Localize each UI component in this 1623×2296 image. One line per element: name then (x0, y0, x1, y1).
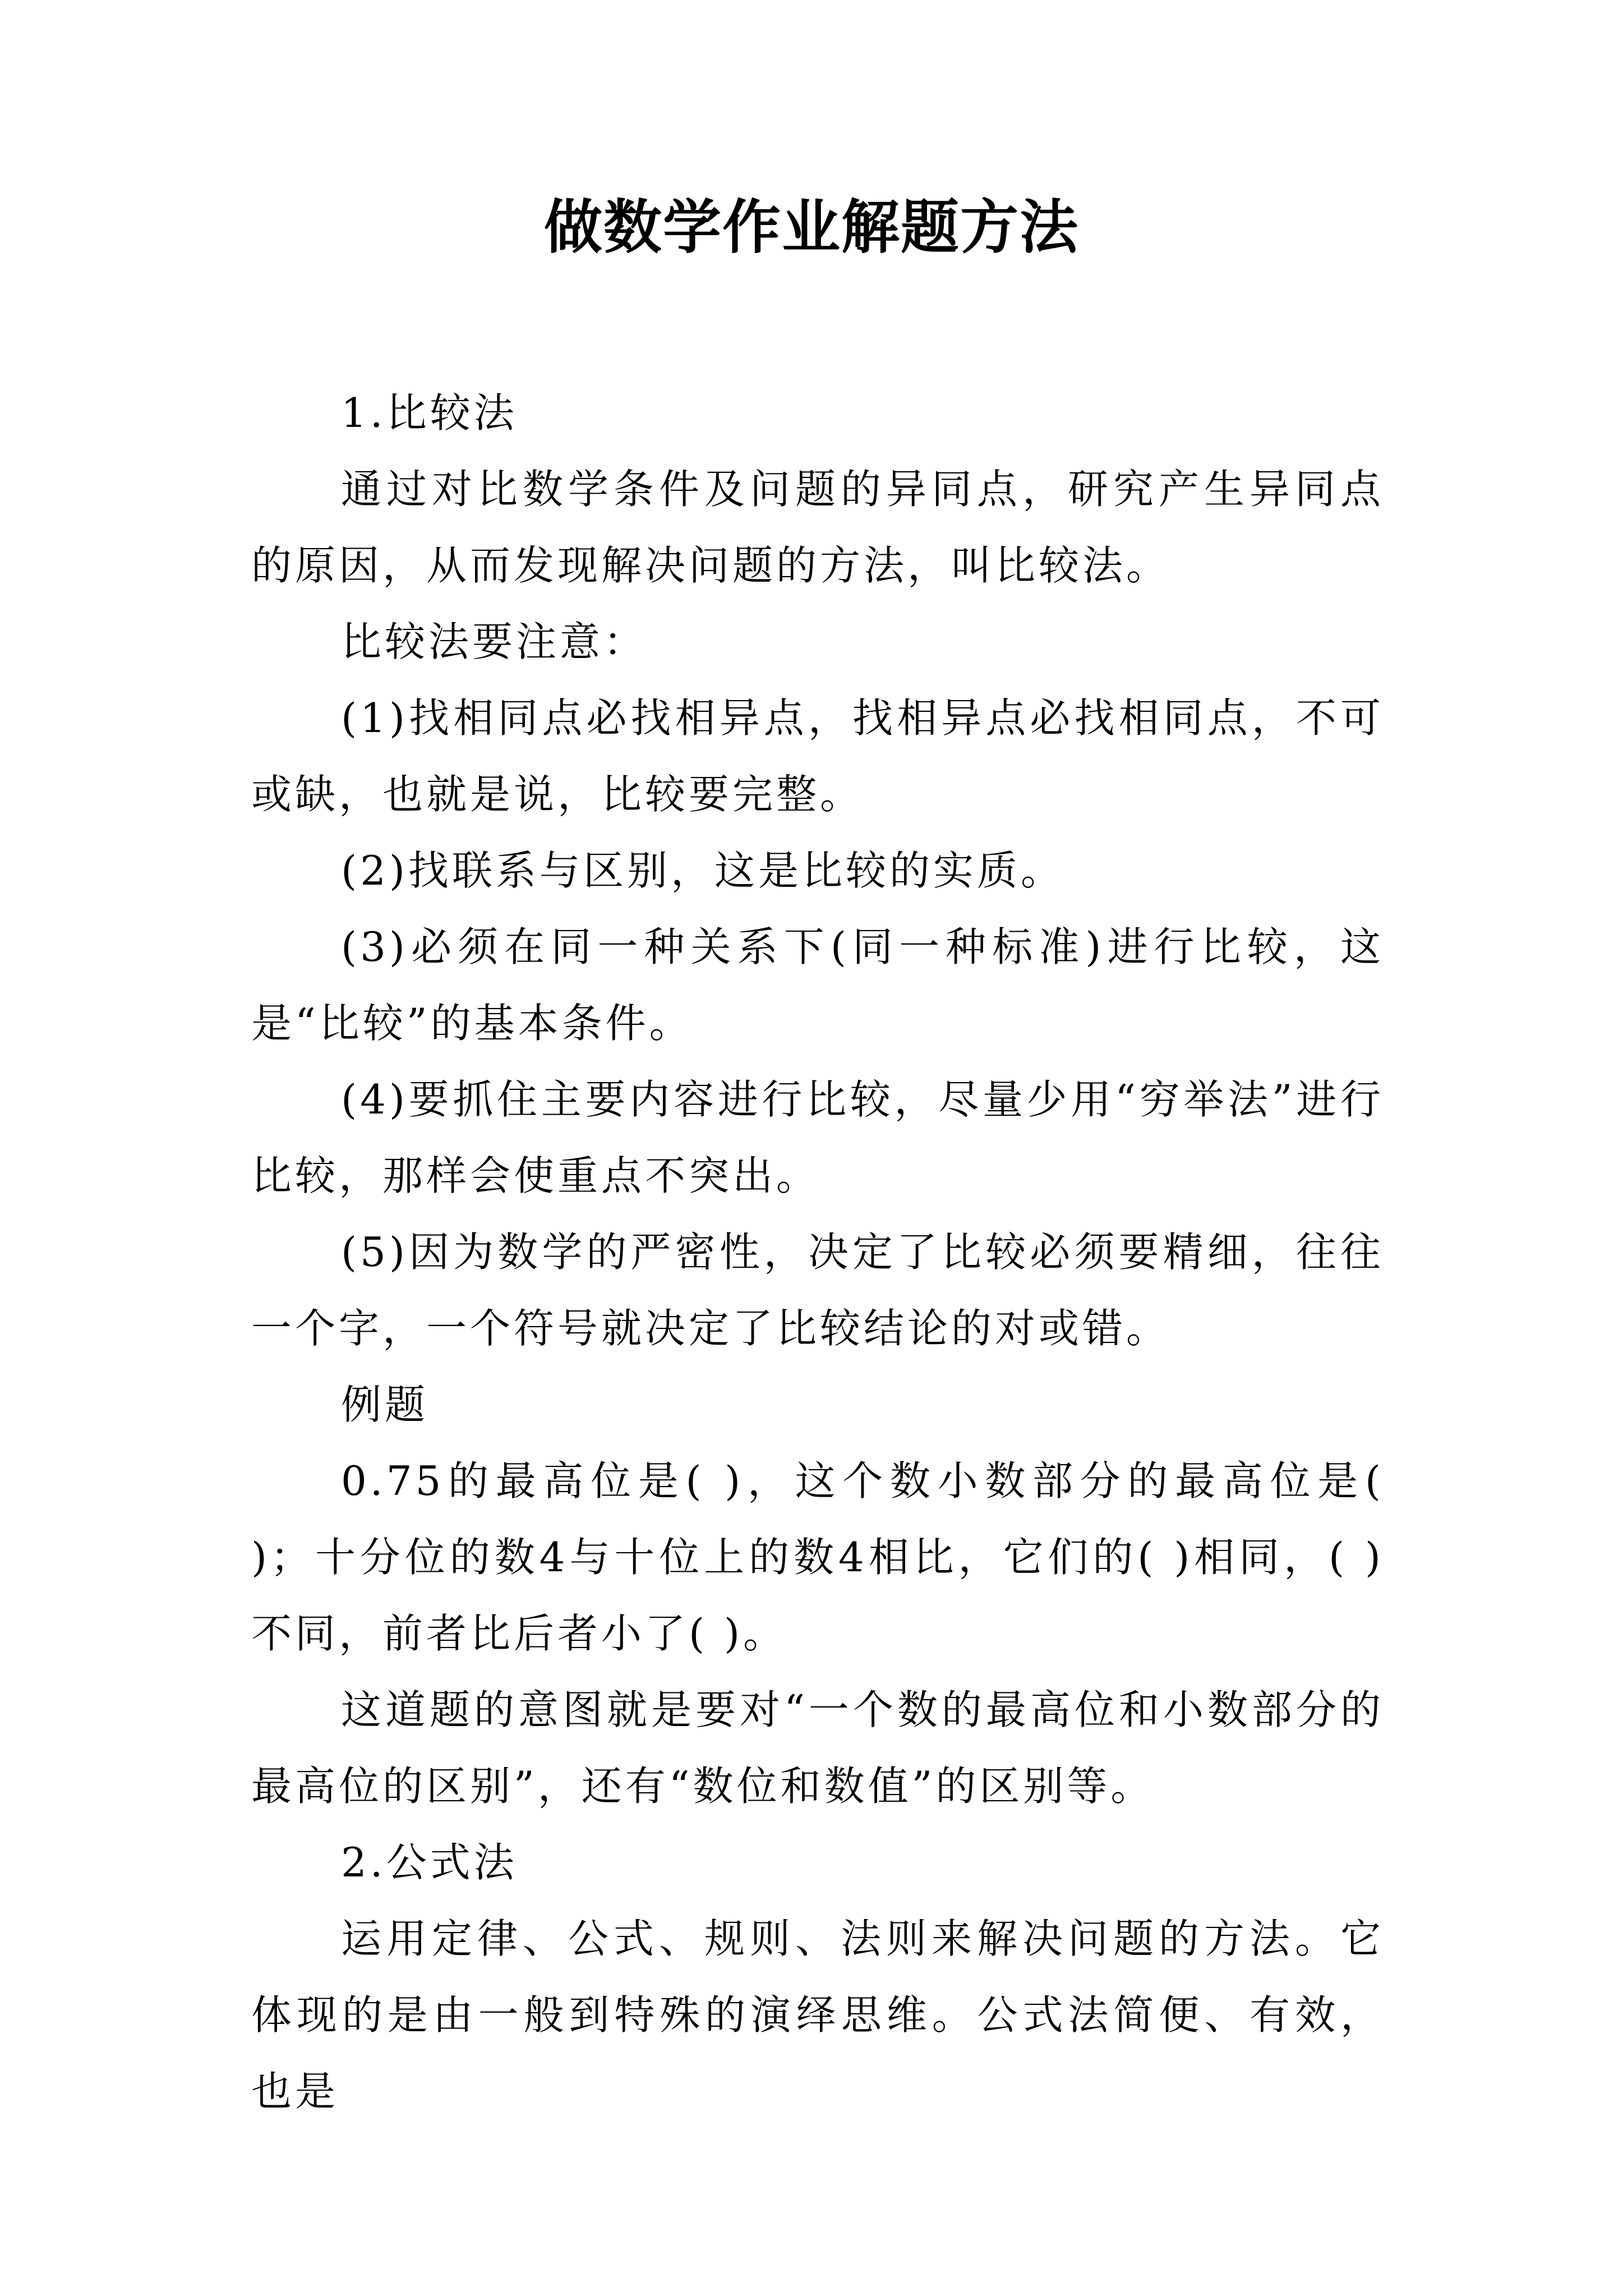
list-item: (4)要抓住主要内容进行比较，尽量少用“穷举法”进行比较，那样会使重点不突出。 (251, 1076, 1384, 1199)
list-item: (2)找联系与区别，这是比较的实质。 (341, 847, 1064, 894)
example-question: 0.75的最高位是( )，这个数小数部分的最高位是( )；十分位的数4与十位上的数4相比，它们的( )相同，( )不同，前者比后者小了( )。 (251, 1457, 1384, 1657)
document-body (251, 375, 1384, 2129)
section-heading-comparison: 1.比较法 (341, 389, 518, 436)
example-heading: 例题 (341, 1381, 429, 1428)
list-item: (5)因为数学的严密性，决定了比较必须要精细，往往一个字，一个符号就决定了比较结论的对或错。 (251, 1228, 1384, 1352)
paragraph: 这道题的意图就是要对“一个数的最高位和小数部分的最高位的区别”，还有“数位和数值”的区别等。 (251, 1686, 1384, 1810)
paragraph: 比较法要注意： (341, 618, 648, 665)
list-item: (3)必须在同一种关系下(同一种标准)进行比较，这是“比较”的基本条件。 (251, 923, 1384, 1047)
document-title: 做数学作业解题方法 (543, 192, 1079, 261)
section-heading-formula: 2.公式法 (341, 1839, 518, 1886)
paragraph: 通过对比数学条件及问题的异同点，研究产生异同点的原因，从而发现解决问题的方法，叫比较法。 (251, 466, 1384, 589)
paragraph: 运用定律、公式、规则、法则来解决问题的方法。它体现的是由一般到特殊的演绎思维。公式法简便、有效，也是 (251, 1915, 1384, 2115)
list-item: (1)找相同点必找相异点，找相异点必找相同点，不可或缺，也就是说，比较要完整。 (251, 694, 1384, 818)
